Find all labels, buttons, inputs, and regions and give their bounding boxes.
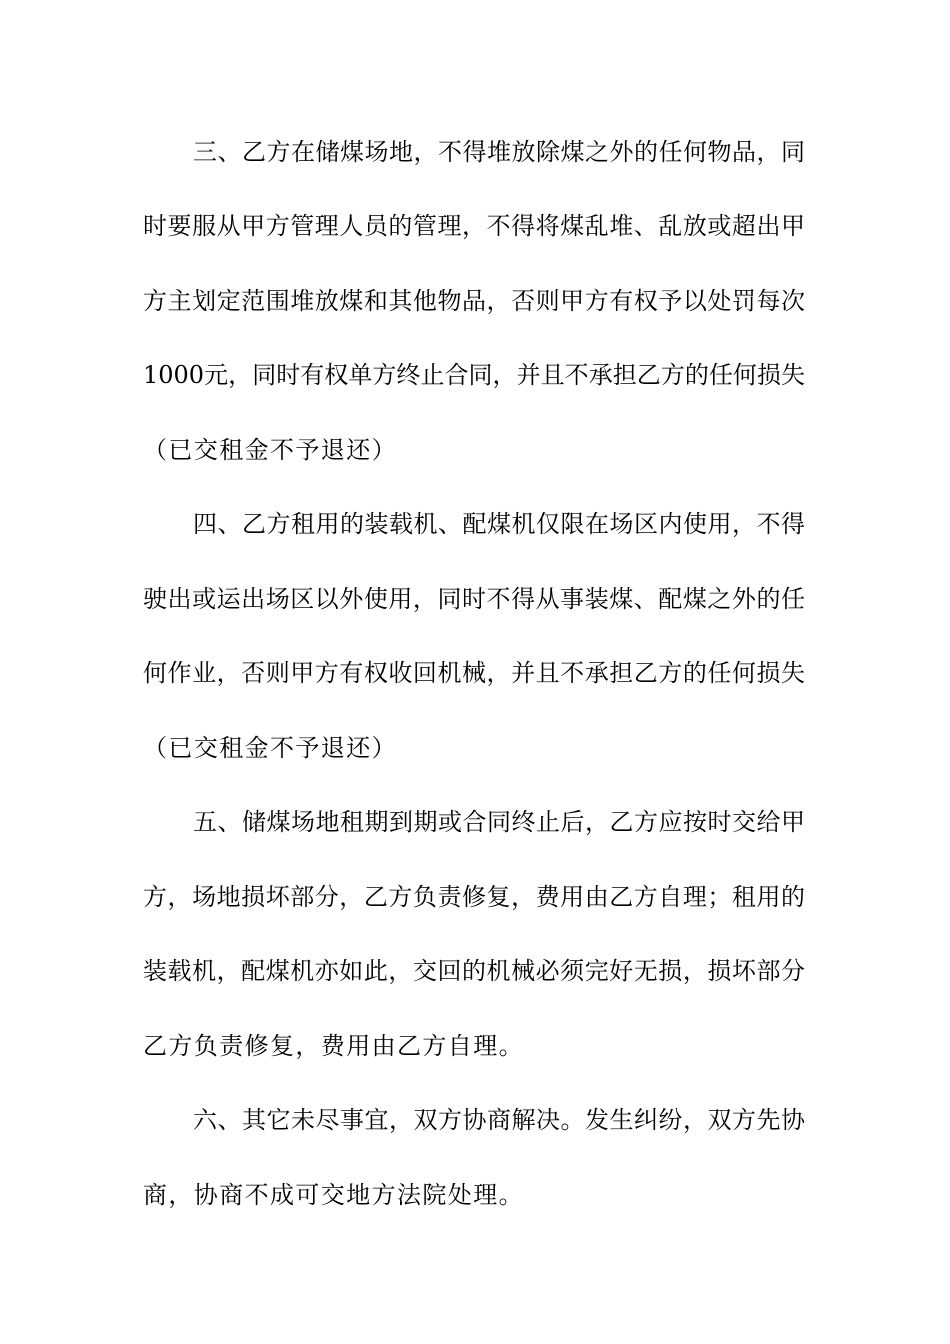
clause-3-line-2: 时要服从甲方管理人员的管理，不得将煤乱堆、乱放或超出甲 [143, 212, 805, 240]
clause-5-line-1: 五、储煤场地租期到期或合同终止后，乙方应按时交给甲 [193, 808, 805, 836]
clause-4-line-3: 何作业，否则甲方有权收回机械，并且不承担乙方的任何损失 [143, 659, 805, 687]
clause-5-line-3: 装载机，配煤机亦如此，交回的机械必须完好无损，损坏部分 [143, 957, 805, 985]
clause-3-line-4: 1000元，同时有权单方终止合同，并且不承担乙方的任何损失 [143, 361, 805, 389]
clause-4-line-4: （已交租金不予退还） [143, 734, 397, 762]
clause-4-line-1: 四、乙方租用的装载机、配煤机仅限在场区内使用，不得 [193, 510, 805, 538]
clause-6-line-1: 六、其它未尽事宜，双方协商解决。发生纠纷，双方先协 [193, 1106, 805, 1134]
clause-4-line-2: 驶出或运出场区以外使用，同时不得从事装煤、配煤之外的任 [143, 585, 805, 613]
clause-3-line-1: 三、乙方在储煤场地，不得堆放除煤之外的任何物品，同 [193, 138, 805, 166]
clause-3-line-3: 方主划定范围堆放煤和其他物品，否则甲方有权予以处罚每次 [143, 287, 805, 315]
clause-5-line-4: 乙方负责修复，费用由乙方自理。 [143, 1032, 524, 1060]
clause-5-line-2: 方，场地损坏部分，乙方负责修复，费用由乙方自理；租用的 [143, 883, 805, 911]
clause-3-line-5: （已交租金不予退还） [143, 436, 397, 464]
clause-6-line-2: 商，协商不成可交地方法院处理。 [143, 1181, 524, 1209]
